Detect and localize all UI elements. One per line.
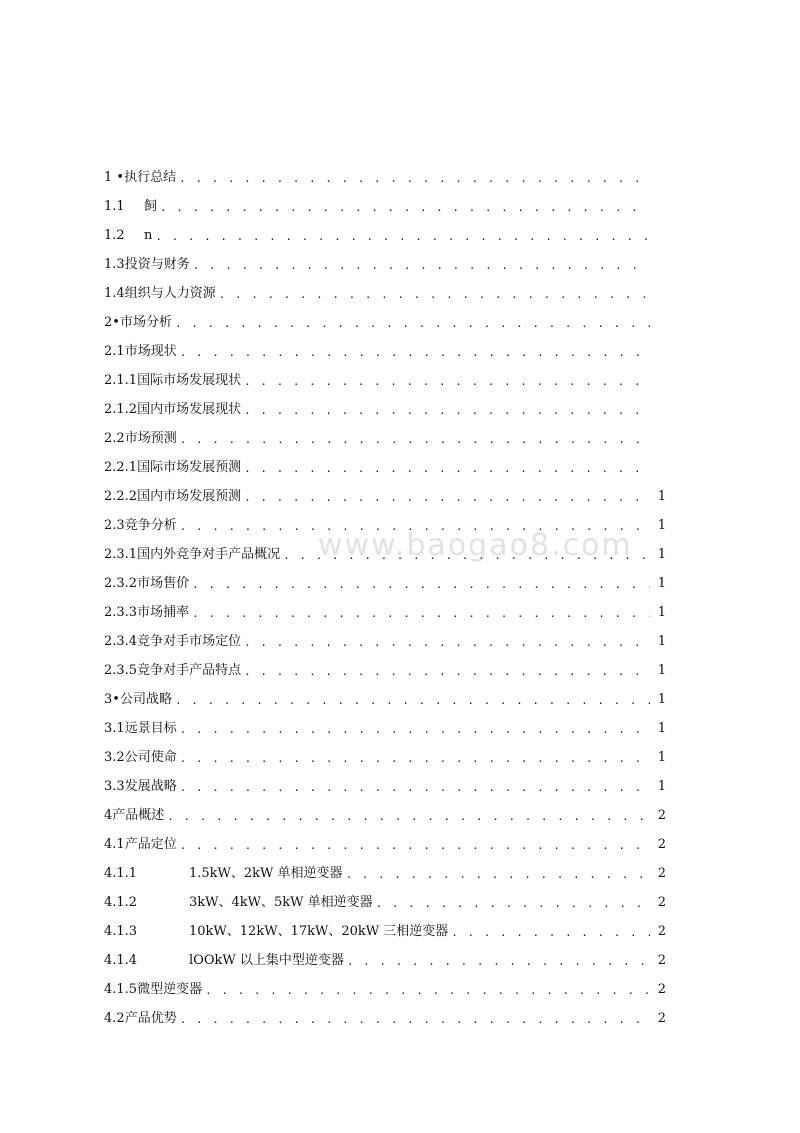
table-of-contents [104, 161, 666, 1031]
toc-dot-leader [376, 897, 650, 911]
toc-entry-number: 3.3 [104, 779, 125, 794]
toc-entry[interactable] [104, 915, 666, 944]
toc-entry-title: 竞争对手产品特点 [137, 663, 242, 678]
toc-dot-leader [155, 230, 650, 244]
toc-entry-title: 国内外竞争对手产品概况 [137, 547, 281, 562]
toc-entry-page-number: 1 [657, 518, 666, 533]
toc-entry-page-number: 1 [657, 489, 666, 504]
toc-entry-title: 发展战略 [124, 779, 177, 794]
toc-entry-title: 产品概述 [112, 808, 165, 823]
toc-entry-number: 2.2 [104, 431, 125, 446]
toc-entry-title: 公司战略 [119, 692, 172, 707]
toc-entry[interactable] [104, 393, 666, 422]
toc-entry-title: 国际市场发展预测 [137, 460, 242, 475]
toc-dot-leader [192, 607, 650, 621]
toc-entry-title: 市场预测 [124, 431, 177, 446]
toc-entry-page-number: 2 [657, 895, 666, 910]
toc-entry-page-number: 1 [657, 663, 666, 678]
toc-entry-title: 10kW、12kW、17kW、20kW 三相逆变器 [189, 924, 449, 939]
toc-entry-number: 2.1.1 [104, 373, 138, 388]
toc-entry-title: 远景目标 [124, 721, 177, 736]
toc-entry-page-number: 1 [657, 634, 666, 649]
toc-dot-leader [347, 955, 650, 969]
toc-dot-leader [244, 404, 650, 418]
toc-entry-number: 2.3.4 [104, 634, 138, 649]
toc-entry-title: lOOkW 以上集中型逆变器 [189, 953, 344, 968]
toc-entry-number: 4 [104, 808, 113, 823]
toc-dot-leader [167, 810, 650, 824]
toc-entry-page-number: 2 [657, 982, 666, 997]
toc-entry[interactable] [104, 480, 666, 509]
toc-entry-title: 3kW、4kW、5kW 单相逆变器 [189, 895, 373, 910]
toc-dot-leader [160, 201, 650, 215]
toc-entry[interactable] [104, 248, 666, 277]
toc-entry-page-number: 1 [657, 692, 666, 707]
toc-entry[interactable] [104, 770, 666, 799]
toc-entry-number: 4.2 [104, 1011, 125, 1026]
toc-entry-page-number: 2 [657, 808, 666, 823]
toc-entry-title: 竞争分析 [124, 518, 177, 533]
toc-entry[interactable] [104, 654, 666, 683]
toc-dot-leader [180, 752, 650, 766]
toc-entry-page-number: 1 [657, 547, 666, 562]
toc-entry[interactable] [104, 828, 666, 857]
toc-entry[interactable] [104, 509, 666, 538]
toc-entry-number: 2.3.1 [104, 547, 138, 562]
toc-entry-title: 1.5kW、2kW 单相逆变器 [189, 866, 343, 881]
toc-entry-number: 4.1.3 [104, 924, 138, 939]
toc-dot-leader [193, 259, 650, 273]
toc-entry[interactable] [104, 625, 666, 654]
toc-entry[interactable] [104, 538, 666, 567]
toc-entry-title: n [144, 228, 153, 243]
toc-entry-page-number: 1 [657, 721, 666, 736]
toc-entry-number: 4.1 [104, 837, 125, 852]
toc-entry[interactable] [104, 190, 666, 219]
toc-entry-page-number: 2 [657, 1011, 666, 1026]
toc-dot-leader [346, 868, 650, 882]
toc-dot-leader [180, 346, 650, 360]
toc-entry-title: 微型逆变器 [137, 982, 203, 997]
toc-dot-leader [180, 433, 650, 447]
toc-entry-title: 公司使命 [124, 750, 177, 765]
toc-entry-number: 2.3.5 [104, 663, 138, 678]
toc-entry-number: 2• [104, 315, 120, 330]
toc-entry-title: 组织与人力资源 [124, 286, 216, 301]
toc-entry[interactable] [104, 306, 666, 335]
toc-entry-page-number: 2 [657, 866, 666, 881]
toc-entry[interactable] [104, 741, 666, 770]
toc-entry[interactable] [104, 596, 666, 625]
toc-entry-number: 1.3 [104, 257, 125, 272]
toc-dot-leader [192, 578, 650, 592]
toc-entry-number: 3.2 [104, 750, 125, 765]
toc-entry-title: 市场售价 [137, 576, 190, 591]
toc-entry-title: 投资与财务 [124, 257, 190, 272]
toc-entry-title: 国际市场发展现状 [137, 373, 242, 388]
toc-dot-leader [244, 462, 650, 476]
toc-dot-leader [244, 375, 650, 389]
toc-entry-number: 1.4 [104, 286, 125, 301]
toc-dot-leader [283, 549, 650, 563]
toc-entry[interactable] [104, 422, 666, 451]
toc-entry[interactable] [104, 161, 666, 190]
toc-entry-number: 2.2.1 [104, 460, 138, 475]
toc-entry-title: 飼 [144, 199, 158, 214]
toc-dot-leader [219, 288, 650, 302]
toc-entry[interactable] [104, 219, 666, 248]
toc-entry-page-number: 2 [657, 924, 666, 939]
toc-dot-leader [175, 694, 650, 708]
toc-entry[interactable] [104, 1002, 666, 1031]
toc-entry[interactable] [104, 886, 666, 915]
toc-entry[interactable] [104, 944, 666, 973]
toc-entry-title: 市场捕率 [137, 605, 190, 620]
toc-entry-page-number: 1 [657, 750, 666, 765]
toc-dot-leader [180, 520, 650, 534]
toc-entry-number: 2.3.3 [104, 605, 138, 620]
toc-dot-leader [180, 781, 650, 795]
toc-entry-number: 2.3.2 [104, 576, 138, 591]
toc-entry-title: 竞争对手市场定位 [137, 634, 242, 649]
toc-entry-title: 国内市场发展现状 [137, 402, 242, 417]
toc-entry-number: 4.1.5 [104, 982, 138, 997]
toc-entry-number: 4.1.1 [104, 866, 138, 881]
toc-entry-number: 4.1.4 [104, 953, 138, 968]
toc-dot-leader [175, 317, 650, 331]
toc-entry-number: 2.3 [104, 518, 125, 533]
toc-dot-leader [179, 172, 650, 186]
toc-entry-page-number: 1 [657, 779, 666, 794]
toc-entry[interactable] [104, 364, 666, 393]
toc-entry-number: 2.1 [104, 344, 125, 359]
toc-entry-number: 1 • [104, 170, 125, 185]
toc-entry-page-number: 1 [657, 605, 666, 620]
toc-entry-title: 市场现状 [124, 344, 177, 359]
toc-entry-title: 产品优势 [124, 1011, 177, 1026]
toc-entry-number: 3.1 [104, 721, 125, 736]
toc-entry-page-number: 2 [657, 837, 666, 852]
toc-entry-title: 产品定位 [124, 837, 177, 852]
toc-entry-number: 2.2.2 [104, 489, 138, 504]
toc-entry-number: 3• [104, 692, 120, 707]
toc-entry[interactable] [104, 712, 666, 741]
toc-entry-number: 1.2 [104, 228, 125, 243]
toc-entry-number: 2.1.2 [104, 402, 138, 417]
toc-entry-title: 市场分析 [119, 315, 172, 330]
toc-entry[interactable] [104, 451, 666, 480]
toc-dot-leader [244, 491, 650, 505]
toc-dot-leader [451, 926, 650, 940]
toc-dot-leader [180, 1013, 650, 1027]
toc-entry-number: 1.1 [104, 199, 125, 214]
toc-entry-title: 国内市场发展预测 [137, 489, 242, 504]
toc-entry-number: 4.1.2 [104, 895, 138, 910]
toc-dot-leader [180, 839, 650, 853]
toc-dot-leader [244, 665, 650, 679]
toc-entry-title: 执行总结 [124, 170, 177, 185]
toc-entry[interactable] [104, 567, 666, 596]
toc-dot-leader [205, 984, 650, 998]
toc-entry-page-number: 1 [657, 576, 666, 591]
toc-entry[interactable] [104, 277, 666, 306]
toc-entry[interactable] [104, 335, 666, 364]
toc-dot-leader [244, 636, 650, 650]
toc-dot-leader [180, 723, 650, 737]
toc-entry[interactable] [104, 973, 666, 1002]
toc-entry-page-number: 2 [657, 953, 666, 968]
toc-entry[interactable] [104, 857, 666, 886]
watermark: www.baogao8.com [318, 528, 633, 563]
toc-entry[interactable] [104, 683, 666, 712]
toc-entry[interactable] [104, 799, 666, 828]
